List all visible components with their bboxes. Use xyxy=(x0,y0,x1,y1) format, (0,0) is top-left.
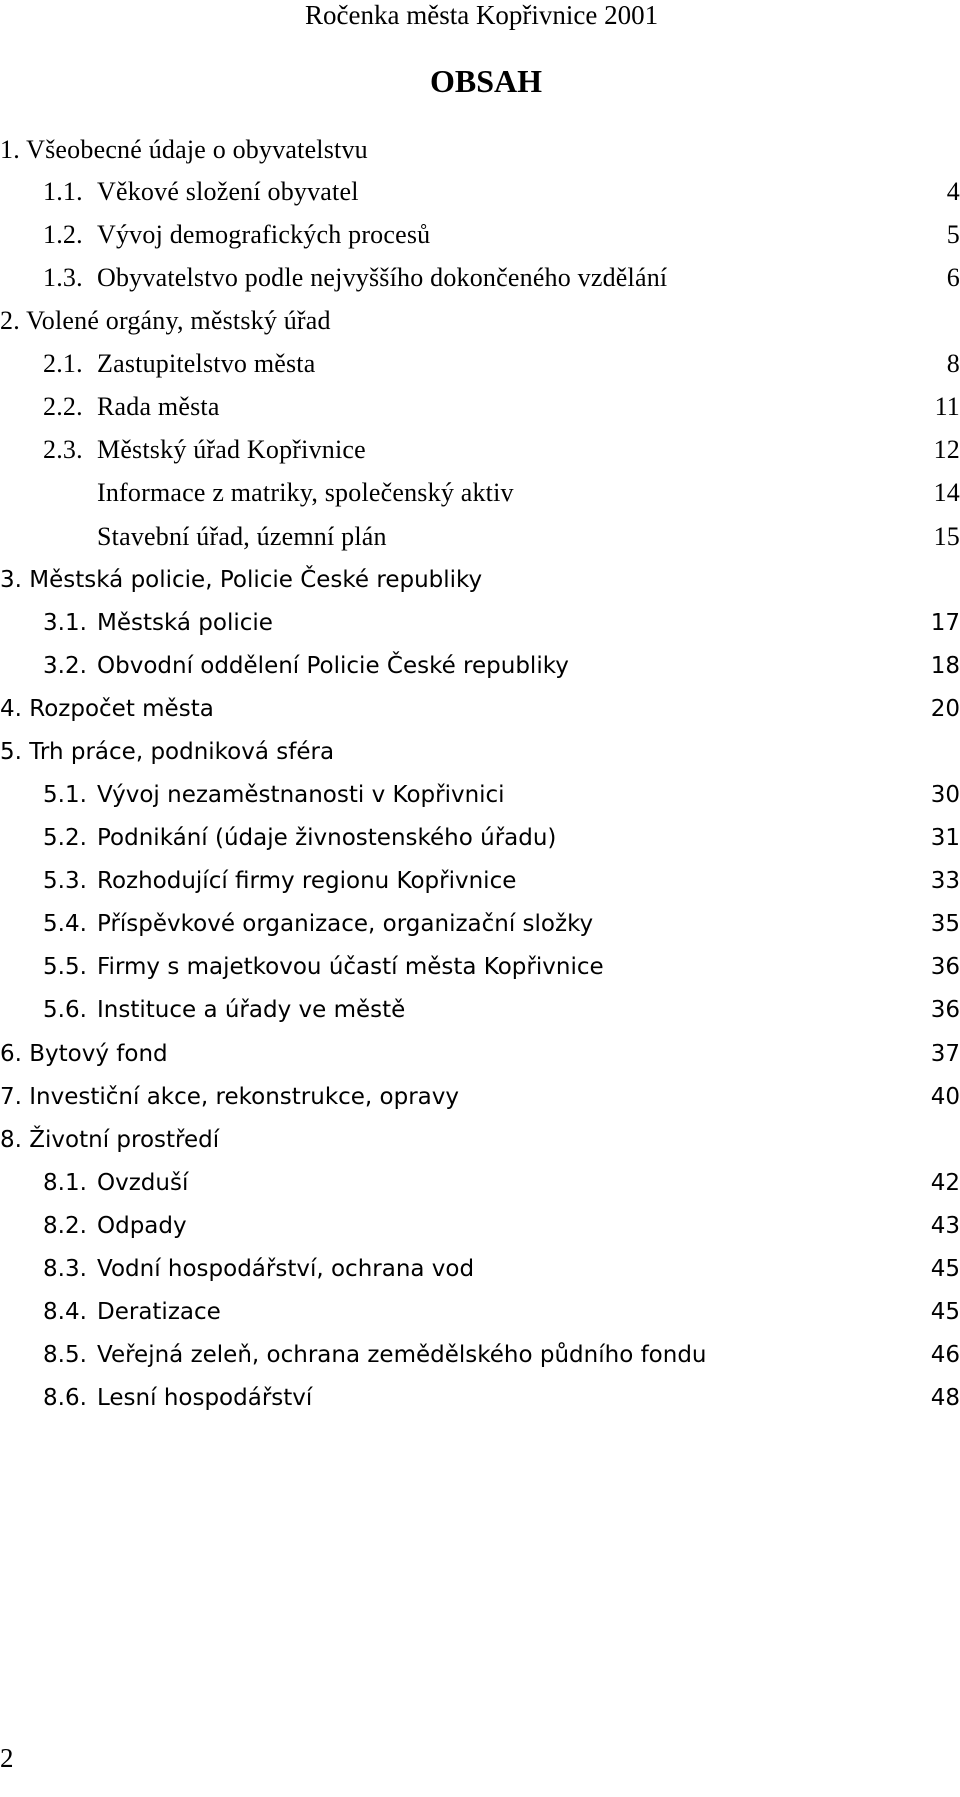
toc-entry-label: Informace z matriky, společenský aktiv xyxy=(97,478,514,507)
toc-entry-label: Vývoj demografických procesů xyxy=(97,220,431,249)
toc-entry xyxy=(0,255,960,301)
toc-entry-number: 5. xyxy=(0,739,22,765)
toc-entry-number: 5.3. xyxy=(43,868,87,894)
toc-entry-number: 5.4. xyxy=(43,911,87,937)
toc-entry-label: Investiční akce, rekonstrukce, opravy xyxy=(29,1084,459,1110)
toc-entry-page: 45 xyxy=(930,1256,960,1282)
toc-entry xyxy=(0,1375,960,1421)
toc-entry xyxy=(0,298,960,344)
toc-entry-page: 33 xyxy=(930,868,960,894)
toc-entry-text xyxy=(0,686,214,732)
toc-entry xyxy=(0,858,960,904)
toc-entry-page: 36 xyxy=(930,997,960,1023)
toc-entry-text xyxy=(0,1117,219,1163)
toc-entry-label: Ovzduší xyxy=(97,1170,189,1196)
toc-entry-number: 1.2. xyxy=(43,220,83,249)
toc-entry xyxy=(0,686,960,732)
toc-entry xyxy=(0,384,960,430)
toc-entry xyxy=(0,600,960,646)
toc-entry-page: 48 xyxy=(930,1385,960,1411)
toc-entry-page: 30 xyxy=(930,782,960,808)
toc-entry xyxy=(0,1332,960,1378)
toc-entry-number: 3.2. xyxy=(43,653,87,679)
toc-entry-label: Vodní hospodářství, ochrana vod xyxy=(97,1256,475,1282)
toc-entry xyxy=(0,772,960,818)
toc-entry-number: 1.1. xyxy=(43,177,83,206)
page-title: OBSAH xyxy=(430,63,543,99)
toc-entry-page: 5 xyxy=(946,220,960,249)
toc-entry-number: 8.6. xyxy=(43,1385,87,1411)
toc-entry-text xyxy=(43,944,604,990)
toc-entry-text xyxy=(43,1332,707,1378)
toc-entry-label: Rozpočet města xyxy=(29,696,214,722)
toc-entry xyxy=(0,815,960,861)
toc-entry-text xyxy=(43,643,569,689)
toc-entry xyxy=(0,1289,960,1335)
toc-entry xyxy=(0,557,960,603)
toc-entry-label: Městský úřad Kopřivnice xyxy=(97,435,366,464)
toc-entry xyxy=(0,212,960,258)
toc-entry xyxy=(0,127,960,173)
toc-entry xyxy=(0,1203,960,1249)
toc-entry-number: 8.5. xyxy=(43,1342,87,1368)
toc-entry-number: 1.3. xyxy=(43,263,83,292)
toc-entry-number: 7. xyxy=(0,1084,22,1110)
toc-entry-page: 15 xyxy=(933,522,960,551)
toc-entry xyxy=(0,1160,960,1206)
toc-entry xyxy=(0,470,960,516)
toc-entry-text xyxy=(0,557,482,603)
toc-entry-text xyxy=(0,1031,168,1077)
toc-entry-page: 45 xyxy=(930,1299,960,1325)
toc-entry-text xyxy=(43,1375,312,1421)
toc-entry xyxy=(0,1074,960,1120)
toc-entry-number: 8.4. xyxy=(43,1299,87,1325)
toc-entry-number: 2.1. xyxy=(43,349,83,378)
document-header xyxy=(0,0,960,30)
toc-entry-text xyxy=(43,384,220,430)
toc-entry xyxy=(0,341,960,387)
toc-entry-label: Obvodní oddělení Policie České republiky xyxy=(97,653,569,679)
toc-entry-text xyxy=(43,600,273,646)
toc-entry-label: Veřejná zeleň, ochrana zemědělského půdního fondu xyxy=(97,1342,707,1368)
toc-entry-text xyxy=(0,1074,459,1120)
toc-entry-label: Městská policie xyxy=(97,610,273,636)
toc-entry-page: 11 xyxy=(934,392,960,421)
toc-entry-text xyxy=(43,169,359,215)
toc-entry-page: 8 xyxy=(946,349,960,378)
toc-entry-page: 4 xyxy=(946,177,960,206)
toc-entry-text xyxy=(43,987,405,1033)
toc-entry-page: 40 xyxy=(930,1084,960,1110)
toc-entry-text xyxy=(43,772,505,818)
toc-entry-text xyxy=(0,298,331,344)
toc-entry-page: 20 xyxy=(930,696,960,722)
toc-entry-number: 1. xyxy=(0,135,20,164)
toc-entry-number: 8. xyxy=(0,1127,22,1153)
toc-entry-text xyxy=(43,815,556,861)
toc-entry-label: Trh práce, podniková sféra xyxy=(29,739,335,765)
toc-entry xyxy=(0,1117,960,1163)
toc-entry-number: 3. xyxy=(0,567,22,593)
toc-entry-label: Životní prostředí xyxy=(29,1127,220,1153)
toc-entry-label: Lesní hospodářství xyxy=(97,1385,313,1411)
toc-entry xyxy=(0,643,960,689)
toc-entry-label: Městská policie, Policie České republiky xyxy=(29,567,483,593)
toc-entry-label: Obyvatelstvo podle nejvyššího dokončeného vzdělání xyxy=(97,263,668,292)
toc-entry-label: Rozhodující firmy regionu Kopřivnice xyxy=(97,868,517,894)
toc-entry-text xyxy=(43,427,366,473)
toc-entry-page: 12 xyxy=(933,435,960,464)
toc-entry-label: Rada města xyxy=(97,392,220,421)
toc-entry xyxy=(0,514,960,560)
toc-entry-text xyxy=(43,1160,188,1206)
toc-entry-text xyxy=(0,729,334,775)
toc-entry-page: 17 xyxy=(930,610,960,636)
toc-entry xyxy=(0,427,960,473)
toc-entry-text xyxy=(0,127,368,173)
toc-entry-number: 5.5. xyxy=(43,954,87,980)
toc-entry-number: 5.1. xyxy=(43,782,87,808)
page-number: 2 xyxy=(0,1743,14,1773)
toc-entry-text xyxy=(43,1289,221,1335)
toc-entry-text xyxy=(43,1203,187,1249)
toc-entry-label: Vývoj nezaměstnanosti v Kopřivnici xyxy=(97,782,505,808)
toc-entry-page: 46 xyxy=(930,1342,960,1368)
toc-entry-label: Deratizace xyxy=(97,1299,221,1325)
toc-entry-number: 8.1. xyxy=(43,1170,87,1196)
toc-entry xyxy=(0,944,960,990)
toc-entry-number: 2.3. xyxy=(43,435,83,464)
toc-entry-page: 37 xyxy=(930,1041,960,1067)
toc-entry-number: 5.6. xyxy=(43,997,87,1023)
toc-entry-page: 42 xyxy=(930,1170,960,1196)
toc-entry-page: 31 xyxy=(930,825,960,851)
toc-entry xyxy=(0,901,960,947)
toc-entry-label: Věkové složení obyvatel xyxy=(97,177,359,206)
toc-entry-text xyxy=(43,341,315,387)
toc-entry-text xyxy=(43,212,430,258)
toc-entry-label: Všeobecné údaje o obyvatelstvu xyxy=(26,135,368,164)
toc-entry-page: 6 xyxy=(946,263,960,292)
toc-entry-text xyxy=(43,858,516,904)
toc-entry-page: 14 xyxy=(933,478,960,507)
toc-entry-page: 43 xyxy=(930,1213,960,1239)
toc-entry xyxy=(0,729,960,775)
toc-entry-page: 35 xyxy=(930,911,960,937)
toc-entry xyxy=(0,987,960,1033)
toc-entry-number: 2. xyxy=(0,306,20,335)
toc-entry-number: 3.1. xyxy=(43,610,87,636)
toc-entry-label: Podnikání (údaje živnostenského úřadu) xyxy=(97,825,557,851)
toc-entry-label: Příspěvkové organizace, organizační složky xyxy=(97,911,594,937)
toc-entry-number: 6. xyxy=(0,1041,22,1067)
toc-entry-label: Instituce a úřady ve městě xyxy=(97,997,406,1023)
toc-entry xyxy=(0,1031,960,1077)
toc-entry-text xyxy=(43,255,667,301)
toc-entry-number: 8.3. xyxy=(43,1256,87,1282)
toc-entry-page: 18 xyxy=(930,653,960,679)
toc-entry-number: 2.2. xyxy=(43,392,83,421)
toc-entry-number: 4. xyxy=(0,696,22,722)
toc-entry-number: 8.2. xyxy=(43,1213,87,1239)
toc-entry xyxy=(0,169,960,215)
toc-entry-label: Bytový fond xyxy=(29,1041,168,1067)
toc-entry xyxy=(0,1246,960,1292)
toc-entry-text xyxy=(43,1246,474,1292)
toc-entry-label: Volené orgány, městský úřad xyxy=(26,306,331,335)
toc-entry-text xyxy=(97,514,387,560)
header-title: Ročenka města Kopřivnice 2001 xyxy=(305,0,659,30)
toc-entry-label: Odpady xyxy=(97,1213,187,1239)
toc-entry-label: Stavební úřad, územní plán xyxy=(97,522,387,551)
toc-entry-label: Firmy s majetkovou účastí města Kopřivnice xyxy=(97,954,604,980)
toc-entry-text xyxy=(43,901,593,947)
toc-entry-number: 5.2. xyxy=(43,825,87,851)
toc-entry-text xyxy=(97,470,514,516)
toc-entry-label: Zastupitelstvo města xyxy=(97,349,316,378)
toc-entry-page: 36 xyxy=(930,954,960,980)
